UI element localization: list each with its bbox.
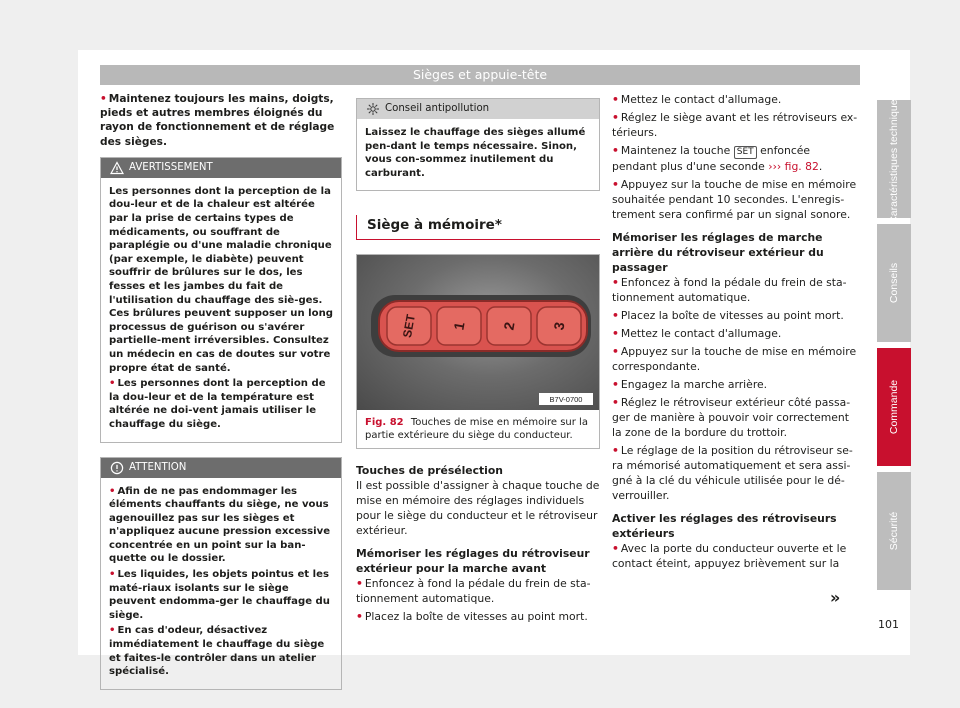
figure [356, 254, 600, 449]
figure-caption [357, 410, 599, 448]
bullet-icon: • [612, 327, 619, 340]
reference-arrow: ››› [768, 160, 782, 173]
bullet-icon: • [612, 111, 619, 124]
step-bullet: • Placez la boîte de vitesses au point mort. [612, 309, 844, 322]
warning-paragraph: Les personnes dont la perception de la dou-leur et de la chaleur est altérée par la prise de certains types de médicaments, ou souffrant de paraplégie ou d'une maladie chronique (par exemple, le diabète) peuvent souffrir de brûlures sur le dos, les fesses et les jambes du fait de l'utilisation du chauffage des siè-ges. Ces brûlures peuvent supposer un long processus de guérison ou s'avérer partielle-ment irréversibles. Consultez un médecin en cas de doutes sur votre propre état de santé. [109, 185, 333, 374]
step-bullet: • Mettez le contact d'allumage. [612, 93, 782, 106]
subheading: Touches de présélection [356, 464, 503, 478]
column-1 [100, 92, 342, 690]
attention-bullet: • Les liquides, les objets pointus et les maté-riaux isolants sur le siège peuvent endomma-ger le chauffage du siège. [109, 569, 330, 621]
bullet-icon: • [612, 345, 619, 358]
figure-number: Fig. 82 [365, 417, 404, 429]
paragraph: Il est possible d'assigner à chaque touche de mise en mémoire des réglages individuels pour le siège du conducteur et le rétroviseur extérieur. [356, 479, 600, 538]
step-bullet: • Appuyez sur la touche de mise en mémoire correspondante. [612, 345, 857, 373]
bullet-icon: • [612, 378, 619, 391]
column-2-text [356, 463, 600, 624]
bullet-icon: • [100, 93, 107, 105]
tab-advice[interactable]: Conseils [877, 224, 911, 342]
tip-box [356, 98, 600, 191]
tab-safety[interactable]: Sécurité [877, 472, 911, 590]
intro-bullet: • Maintenez toujours les mains, doigts, pieds et autres membres éloignés du rayon de fonctionnement et de réglage des sièges. [100, 93, 335, 148]
bullet-icon: • [612, 542, 619, 555]
step-bullet: • Placez la boîte de vitesses au point mort. [356, 610, 588, 624]
tip-body: Laissez le chauffage des sièges allumé pen-dant le temps nécessaire. Sinon, vous con-sommez inutilement du carburant. [365, 127, 586, 179]
set-button-label: SET [400, 313, 418, 340]
subheading: Activer les réglages des rétroviseurs extérieurs [612, 512, 837, 540]
step-bullet: • Engagez la marche arrière. [612, 378, 768, 391]
memory-buttons-illustration [357, 255, 599, 410]
warning-header [101, 158, 341, 178]
warning-triangle-icon [110, 161, 124, 175]
warning-body [101, 178, 341, 442]
bullet-icon: • [612, 93, 619, 106]
environment-leaf-icon [366, 102, 380, 116]
subheading: Mémoriser les réglages du rétroviseur extérieur pour la marche avant [356, 547, 590, 576]
page-number: 101 [878, 618, 899, 631]
figure-link[interactable]: fig. 82 [784, 160, 819, 173]
bullet-icon: • [612, 276, 619, 289]
memory-button-1-label: 1 [450, 321, 468, 332]
tab-technical-data[interactable]: Caractéristiques techniques [877, 100, 911, 218]
warning-box [100, 157, 342, 443]
column-2 [356, 92, 600, 627]
attention-bullet: • En cas d'odeur, désactivez immédiatement le chauffage du siège et faites-le contrôler dans un atelier spécialisé. [109, 625, 325, 678]
step-bullet: • Mettez le contact d'allumage. [612, 327, 782, 340]
column-3 [612, 92, 858, 574]
figure-caption-text: Touches de mise en mémoire sur la partie extérieure du siège du conducteur. [365, 417, 588, 442]
memory-button-3-label: 3 [550, 321, 568, 332]
bullet-icon: • [109, 485, 116, 497]
warning-title: AVERTISSEMENT [129, 161, 213, 173]
attention-title: ATTENTION [129, 461, 187, 473]
tab-operation[interactable]: Commande [877, 348, 911, 466]
memory-buttons-photo [357, 255, 599, 410]
warning-bullet: • Les personnes dont la perception de la dou-leur et de la température est altérée ne doi-vent jamais utiliser le chauffage du siège. [109, 378, 326, 430]
step-bullet: • Le réglage de la position du rétroviseur se-ra mémorisé automatiquement et sera assi-gné à la clé du véhicule utilisée pour le dé-verrouiller. [612, 444, 853, 502]
bullet-icon: • [109, 378, 116, 390]
attention-header [101, 458, 341, 478]
bullet-icon: • [109, 625, 116, 637]
bullet-icon: • [356, 610, 363, 624]
step-bullet: • Réglez le rétroviseur extérieur côté passa-ger de manière à pouvoir voir correctement la zone de la bordure du trottoir. [612, 396, 851, 439]
tip-header [357, 99, 599, 119]
subheading: Mémoriser les réglages de marche arrière du rétroviseur extérieur du passager [612, 231, 824, 274]
memory-button-2-label: 2 [500, 321, 518, 332]
figure-code: B7V-0700 [549, 395, 583, 405]
set-key: SET [734, 146, 757, 159]
tip-title: Conseil antipollution [385, 103, 490, 114]
bullet-icon: • [612, 396, 619, 409]
bullet-icon: • [612, 309, 619, 322]
step-bullet: • Maintenez la touche SET enfoncée pendant plus d'une seconde ››› fig. 82. [612, 144, 823, 173]
bullet-icon: • [612, 444, 619, 457]
bullet-icon: • [612, 178, 619, 191]
attention-body [101, 478, 341, 689]
step-bullet: • Réglez le siège avant et les rétroviseurs ex-térieurs. [612, 111, 858, 139]
bullet-icon: • [109, 569, 116, 581]
info-circle-icon [110, 461, 124, 475]
page-header: Sièges et appuie-tête [100, 65, 860, 85]
bullet-icon: • [356, 577, 363, 591]
step-bullet: • Enfoncez à fond la pédale du frein de sta-tionnement automatique. [612, 276, 847, 304]
step-bullet: • Enfoncez à fond la pédale du frein de sta-tionnement automatique. [356, 577, 591, 606]
continue-arrow-icon: » [830, 588, 841, 607]
section-title: Siège à mémoire* [356, 215, 600, 240]
attention-bullet: • Afin de ne pas endommager les éléments chauffants du siège, ne vous agenouillez pas sur les sièges et n'appliquez aucune pression excessive concentrée en un point sur la ban-quette ou le dossier. [109, 485, 331, 565]
step-bullet: • Avec la porte du conducteur ouverte et le contact éteint, appuyez brièvement sur la [612, 542, 847, 570]
bullet-icon: • [612, 144, 619, 157]
attention-box [100, 457, 342, 690]
step-bullet: • Appuyez sur la touche de mise en mémoire souhaitée pendant 10 secondes. L'enregis-trement sera confirmé par un signal sonore. [612, 178, 857, 221]
